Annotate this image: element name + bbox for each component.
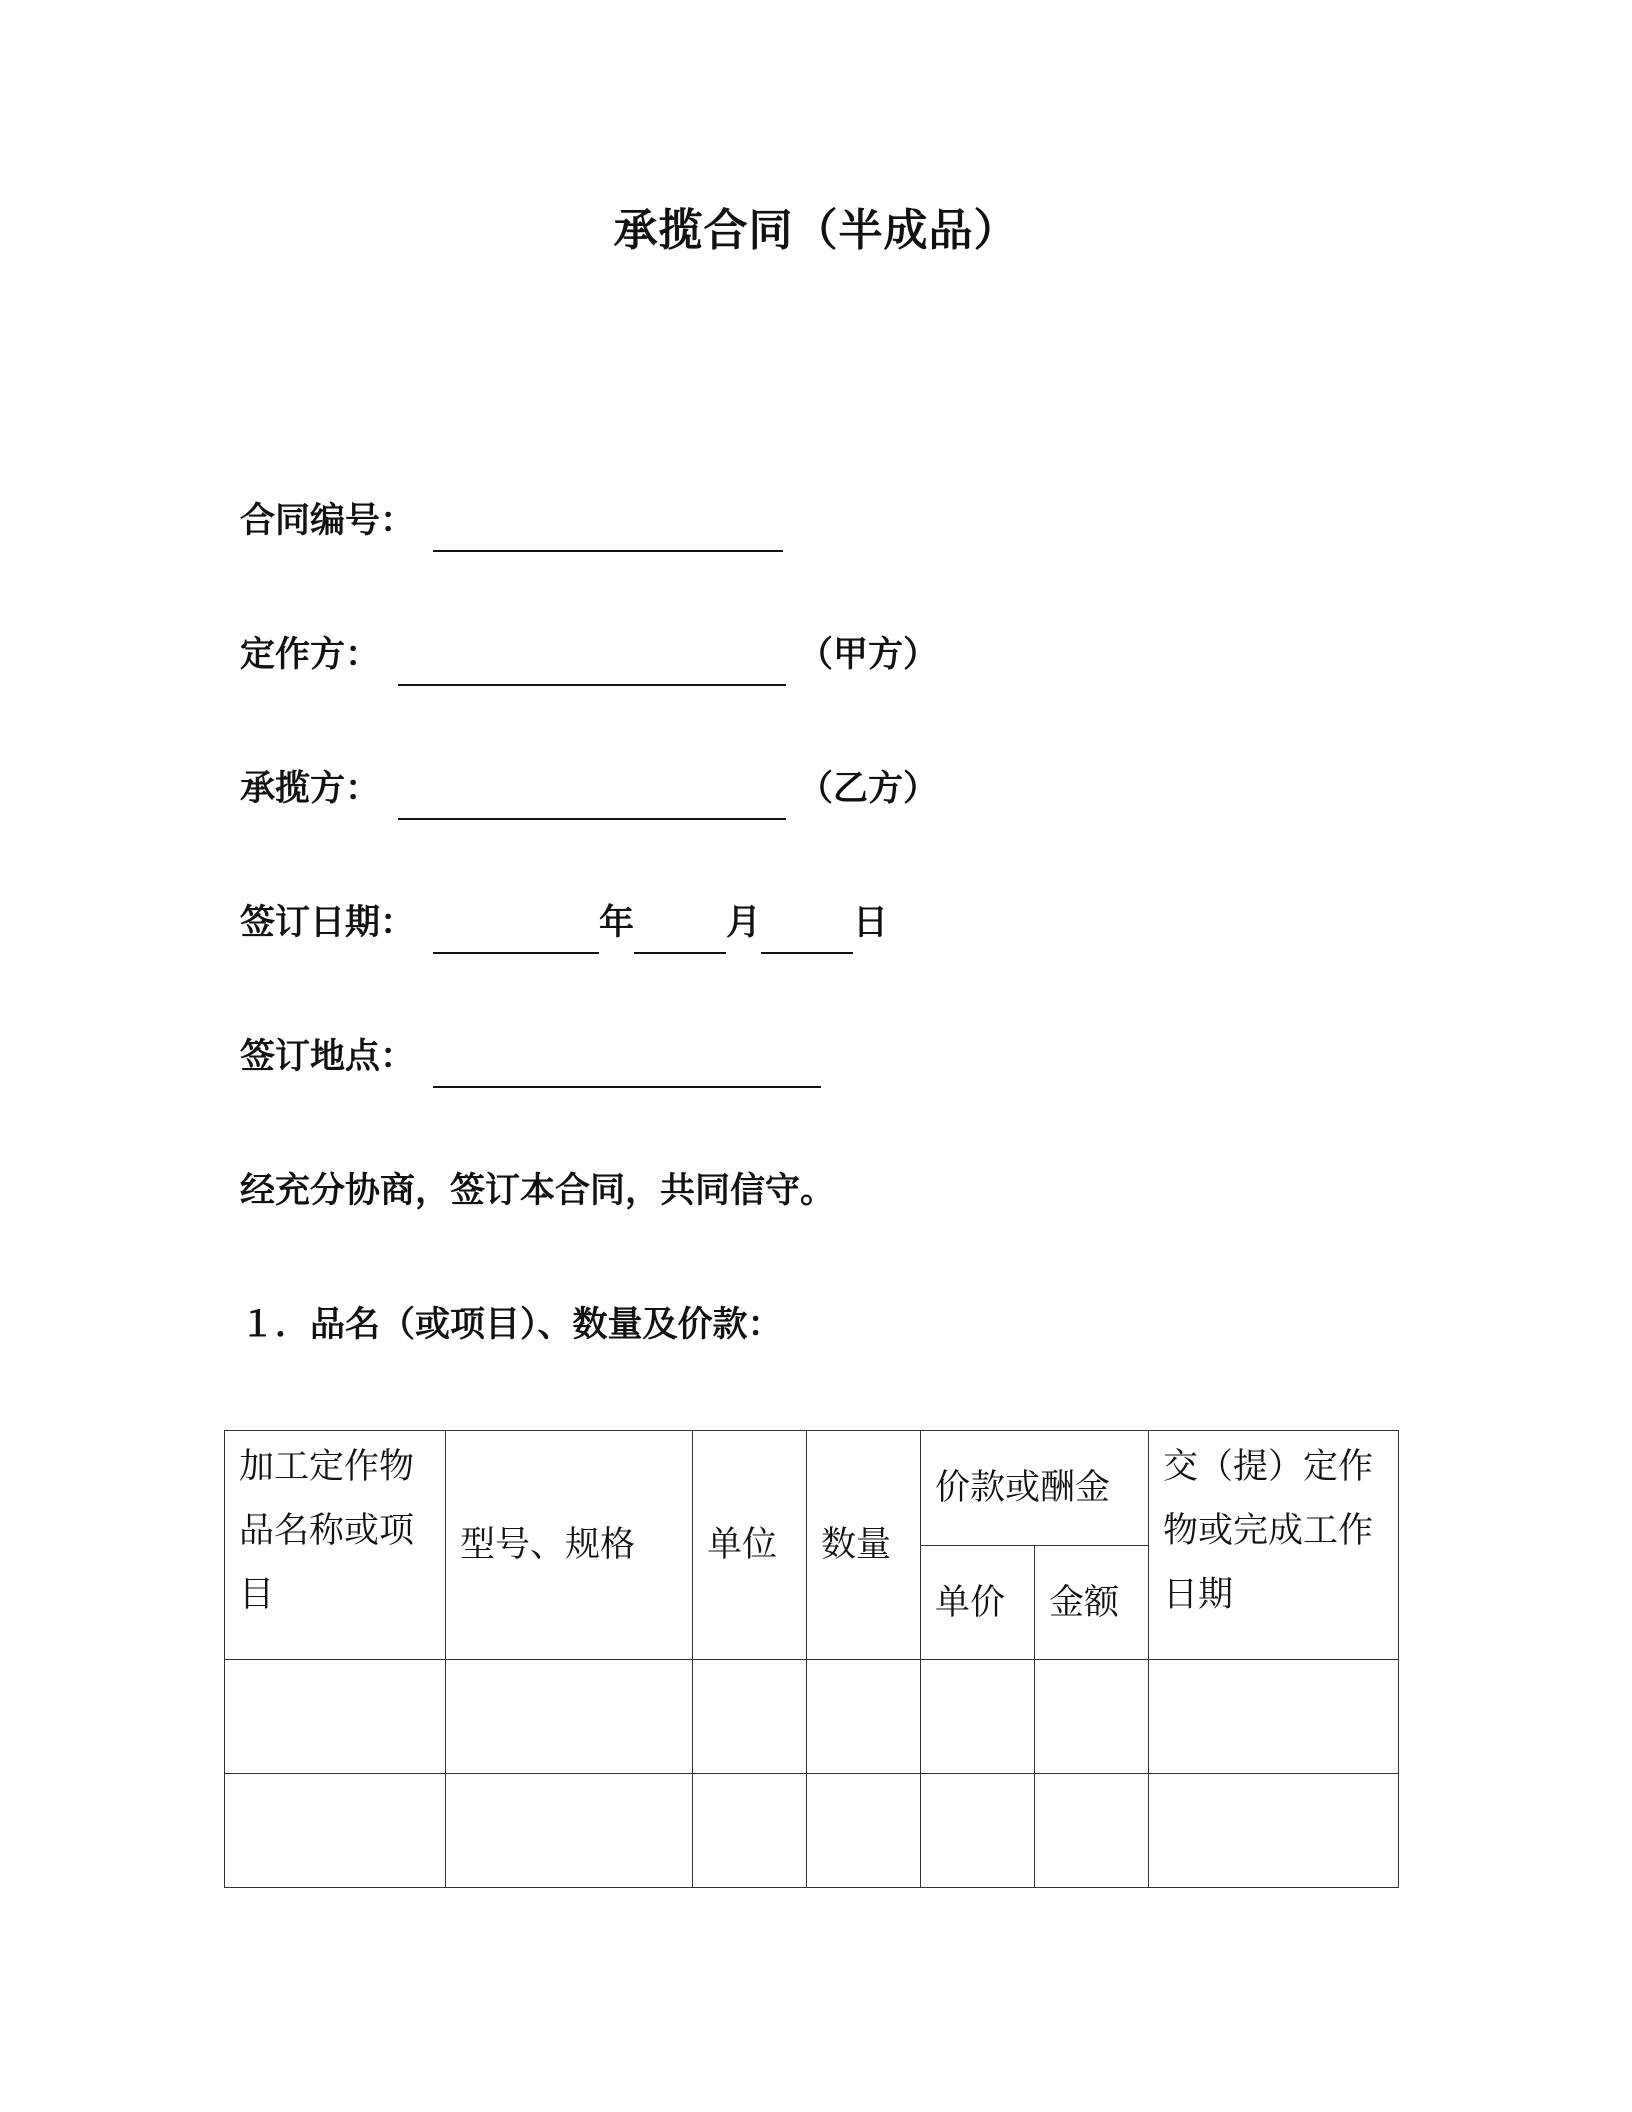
sign-day-blank[interactable] — [761, 908, 853, 954]
header-price-group: 价款或酬金 — [921, 1431, 1149, 1546]
contractor-blank[interactable] — [398, 774, 786, 820]
sign-date-line — [240, 898, 888, 948]
table-cell[interactable] — [693, 1660, 807, 1774]
contract-number-line — [240, 496, 783, 546]
orderer-suffix: （甲方） — [798, 635, 939, 675]
table-cell[interactable] — [225, 1774, 446, 1888]
document-title: 承揽合同（半成品） — [613, 205, 1019, 256]
table-cell[interactable] — [1149, 1660, 1399, 1774]
sign-place-line — [240, 1032, 821, 1082]
table-cell[interactable] — [446, 1660, 693, 1774]
table-cell[interactable] — [921, 1660, 1035, 1774]
month-label: 月 — [726, 903, 762, 943]
table-cell[interactable] — [1149, 1774, 1399, 1888]
orderer-label: 定作方： — [240, 635, 381, 675]
header-quantity: 数量 — [807, 1431, 921, 1660]
orderer-line — [240, 630, 938, 680]
contractor-label: 承揽方： — [240, 769, 381, 809]
items-table — [224, 1430, 1399, 1888]
sign-place-blank[interactable] — [433, 1042, 821, 1088]
header-model-spec: 型号、规格 — [446, 1431, 693, 1660]
table-row — [225, 1774, 1399, 1888]
sign-year-blank[interactable] — [433, 908, 599, 954]
section-1-heading: １．品名（或项目）、数量及价款： — [240, 1305, 783, 1345]
contract-number-label: 合同编号： — [240, 501, 416, 541]
contractor-suffix: （乙方） — [798, 769, 939, 809]
header-item-name: 加工定作物品名称或项目 — [225, 1431, 446, 1660]
header-delivery-date: 交（提）定作物或完成工作日期 — [1149, 1431, 1399, 1660]
table-cell[interactable] — [446, 1774, 693, 1888]
table-cell[interactable] — [693, 1774, 807, 1888]
table-cell[interactable] — [1035, 1774, 1149, 1888]
day-label: 日 — [853, 903, 889, 943]
table-row — [225, 1660, 1399, 1774]
sign-month-blank[interactable] — [634, 908, 726, 954]
sign-date-label: 签订日期： — [240, 903, 416, 943]
header-unit: 单位 — [693, 1431, 807, 1660]
sign-place-label: 签订地点： — [240, 1037, 416, 1077]
contractor-line — [240, 764, 938, 814]
header-unit-price: 单价 — [921, 1546, 1035, 1660]
orderer-blank[interactable] — [398, 640, 786, 686]
contract-number-blank[interactable] — [433, 506, 783, 552]
table-cell[interactable] — [807, 1774, 921, 1888]
table-cell[interactable] — [1035, 1660, 1149, 1774]
year-label: 年 — [599, 903, 635, 943]
table-cell[interactable] — [921, 1774, 1035, 1888]
table-cell[interactable] — [807, 1660, 921, 1774]
table-cell[interactable] — [225, 1660, 446, 1774]
intro-text: 经充分协商，签订本合同，共同信守。 — [240, 1171, 836, 1211]
header-amount: 金额 — [1035, 1546, 1149, 1660]
